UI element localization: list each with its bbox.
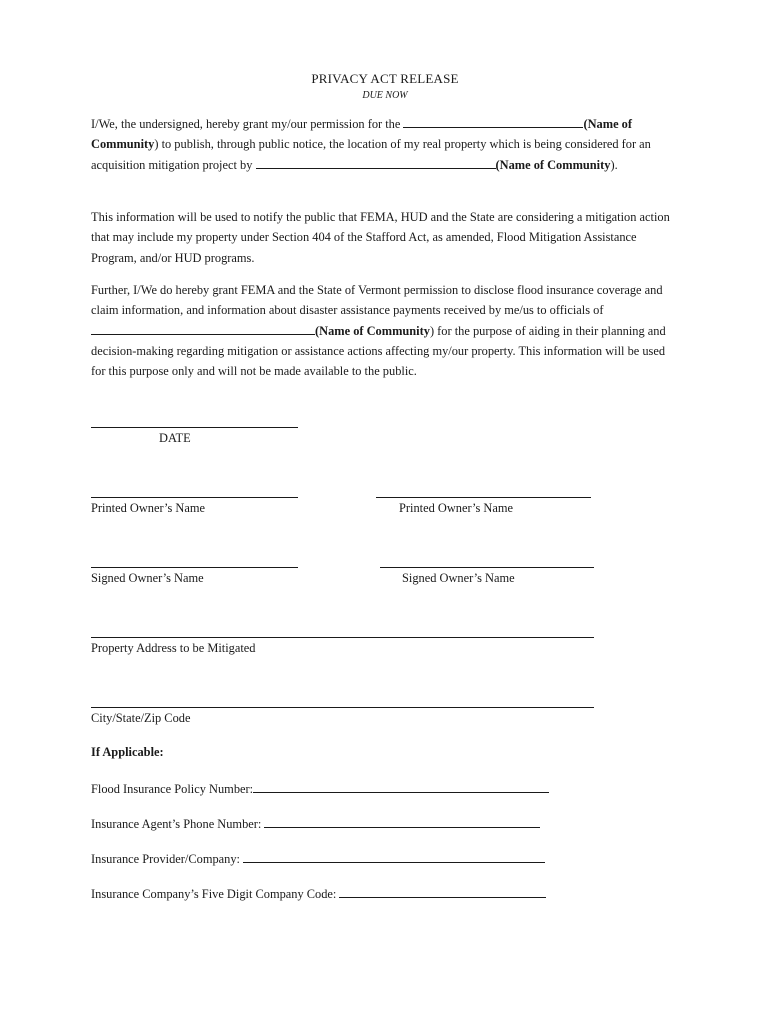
property-address-label: Property Address to be Mitigated	[91, 641, 256, 655]
date-label: DATE	[159, 431, 191, 445]
company-code-row	[91, 886, 546, 902]
agent-phone-label: Insurance Agent’s Phone Number:	[91, 817, 265, 831]
agent-phone-row	[91, 816, 540, 832]
signed-owner-line-right[interactable]	[380, 567, 594, 568]
city-state-zip-line[interactable]	[91, 707, 594, 708]
company-code-label: Insurance Company’s Five Digit Company Code:	[91, 887, 340, 901]
disclosure-text-b: ) for the purpose of aiding in their planning and decision-making regarding mitigation or assistance actions affecting my/our property. This information will be used for this purpose only and will not be made available to the public.	[91, 323, 666, 379]
provider-row	[91, 851, 545, 867]
signed-owner-label-left: Signed Owner’s Name	[91, 571, 204, 585]
consent-text-a: I/We, the undersigned, hereby grant my/our permission for the	[91, 117, 404, 131]
community-name-blank-1[interactable]	[403, 116, 583, 128]
consent-paragraph	[91, 114, 681, 175]
date-signature-line[interactable]	[91, 427, 298, 428]
policy-number-row	[91, 781, 549, 797]
policy-number-label: Flood Insurance Policy Number:	[91, 782, 254, 796]
company-code-blank[interactable]	[339, 886, 546, 898]
community-label-1: Community	[91, 137, 155, 152]
consent-text-c: ).	[610, 157, 618, 172]
policy-number-blank[interactable]	[253, 781, 549, 793]
if-applicable-heading: If Applicable:	[91, 745, 164, 759]
disclosure-text-a: Further, I/We do hereby grant FEMA and the State of Vermont permission to disclose flood insurance coverage and claim information, and information about disaster assistance payments received by me/us to officials of	[91, 283, 663, 318]
agent-phone-blank[interactable]	[264, 816, 540, 828]
notification-paragraph: This information will be used to notify the public that FEMA, HUD and the State are considering a mitigation action that may include my property under Section 404 of the Stafford Act, as amended, Flood Mitigation Assistance Program, and/or HUD programs.	[91, 210, 670, 265]
consent-text-b: ) to publish, through public notice, the location of my real property which is being considered for an acquisition mitigation project by	[91, 137, 651, 172]
city-state-zip-label: City/State/Zip Code	[91, 711, 191, 725]
document-title: PRIVACY ACT RELEASE	[311, 71, 459, 86]
name-of-community-label-2: (Name of Community	[495, 157, 611, 172]
provider-blank[interactable]	[243, 851, 545, 863]
property-address-line[interactable]	[91, 637, 594, 638]
signed-owner-line-left[interactable]	[91, 567, 298, 568]
due-now-note: DUE NOW	[362, 90, 408, 101]
disclosure-paragraph	[91, 280, 681, 381]
officials-community-blank[interactable]	[91, 323, 315, 335]
name-of-community-label-3: (Name of Community	[315, 323, 430, 338]
printed-owner-line-right[interactable]	[376, 497, 591, 498]
printed-owner-label-right: Printed Owner’s Name	[399, 501, 514, 515]
printed-owner-line-left[interactable]	[91, 497, 298, 498]
signed-owner-label-right: Signed Owner’s Name	[402, 571, 515, 585]
community-name-blank-2[interactable]	[256, 157, 496, 169]
printed-owner-label-left: Printed Owner’s Name	[91, 501, 206, 515]
name-of-label-1: (Name of	[583, 117, 632, 131]
provider-label: Insurance Provider/Company:	[91, 852, 244, 866]
